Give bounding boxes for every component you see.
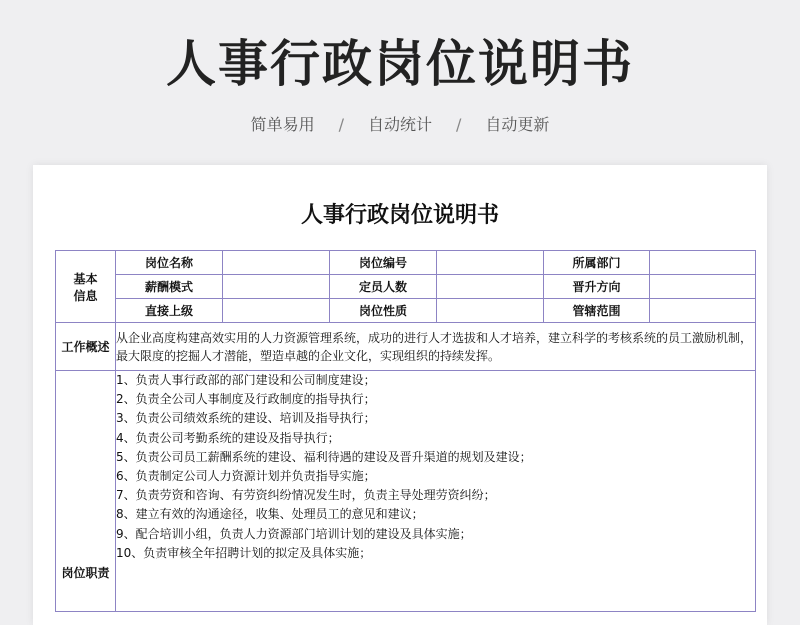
field-value-cell[interactable] <box>650 299 756 323</box>
list-item: 2、负责全公司人事制度及行政制度的指导执行； <box>116 392 376 407</box>
table-row <box>56 299 756 323</box>
list-item: 5、负责公司员工薪酬系统的建设、福利待遇的建设及晋升渠道的规划及建设； <box>116 449 532 464</box>
field-label: 直接上级 <box>116 299 223 323</box>
basic-info-label: 基本 信息 <box>56 251 116 323</box>
tag-separator: / <box>338 115 344 134</box>
duties-label: 岗位职责 <box>56 371 116 612</box>
table-row <box>56 323 756 371</box>
table-row <box>56 275 756 299</box>
feature-tag: 自动统计 <box>367 115 432 134</box>
field-value-cell[interactable] <box>437 275 544 299</box>
field-value-cell[interactable] <box>223 251 330 275</box>
overview-text[interactable]: 从企业高度构建高效实用的人力资源管理系统，成功的进行人才选拔和人才培养，建立科学的考核系统的员工激励机制，最大限度的挖掘人才潜能，塑造卓越的企业文化，实现组织的持续发挥。 <box>116 323 756 371</box>
document-preview <box>33 165 767 625</box>
table-row <box>56 251 756 275</box>
feature-tag: 自动更新 <box>485 115 550 134</box>
field-value-cell[interactable] <box>437 251 544 275</box>
feature-tags <box>0 114 800 136</box>
field-label: 薪酬模式 <box>116 275 223 299</box>
table-row <box>56 371 756 612</box>
list-item: 9、配合培训小组，负责人力资源部门培训计划的建设及具体实施； <box>116 526 472 541</box>
field-label: 岗位名称 <box>116 251 223 275</box>
list-item: 1、负责人事行政部的部门建设和公司制度建设； <box>116 373 376 387</box>
list-item: 8、建立有效的沟通途径，收集、处理员工的意见和建议； <box>116 507 424 522</box>
field-value-cell[interactable] <box>437 299 544 323</box>
list-item: 10、负责审核全年招聘计划的拟定及具体实施； <box>116 545 372 560</box>
field-label: 晋升方向 <box>544 275 650 299</box>
field-label: 岗位编号 <box>330 251 437 275</box>
overview-label: 工作概述 <box>56 323 116 371</box>
page-title: 人事行政岗位说明书 <box>166 35 634 93</box>
document-title: 人事行政岗位说明书 <box>300 203 499 228</box>
list-item: 7、负责劳资和咨询、有劳资纠纷情况发生时，负责主导处理劳资纠纷； <box>116 488 496 503</box>
list-item: 6、负责制定公司人力资源计划并负责指导实施； <box>116 469 376 484</box>
job-description-table <box>55 250 756 612</box>
duties-list[interactable] <box>116 371 756 612</box>
field-label: 定员人数 <box>330 275 437 299</box>
feature-tag: 简单易用 <box>250 115 315 134</box>
list-item: 4、负责公司考勤系统的建设及指导执行； <box>116 430 340 445</box>
field-label: 岗位性质 <box>330 299 437 323</box>
tag-separator: / <box>456 115 462 134</box>
field-value-cell[interactable] <box>223 299 330 323</box>
list-item: 3、负责公司绩效系统的建设、培训及指导执行； <box>116 411 376 426</box>
field-value-cell[interactable] <box>650 275 756 299</box>
field-label: 所属部门 <box>544 251 650 275</box>
field-label: 管辖范围 <box>544 299 650 323</box>
field-value-cell[interactable] <box>650 251 756 275</box>
field-value-cell[interactable] <box>223 275 330 299</box>
